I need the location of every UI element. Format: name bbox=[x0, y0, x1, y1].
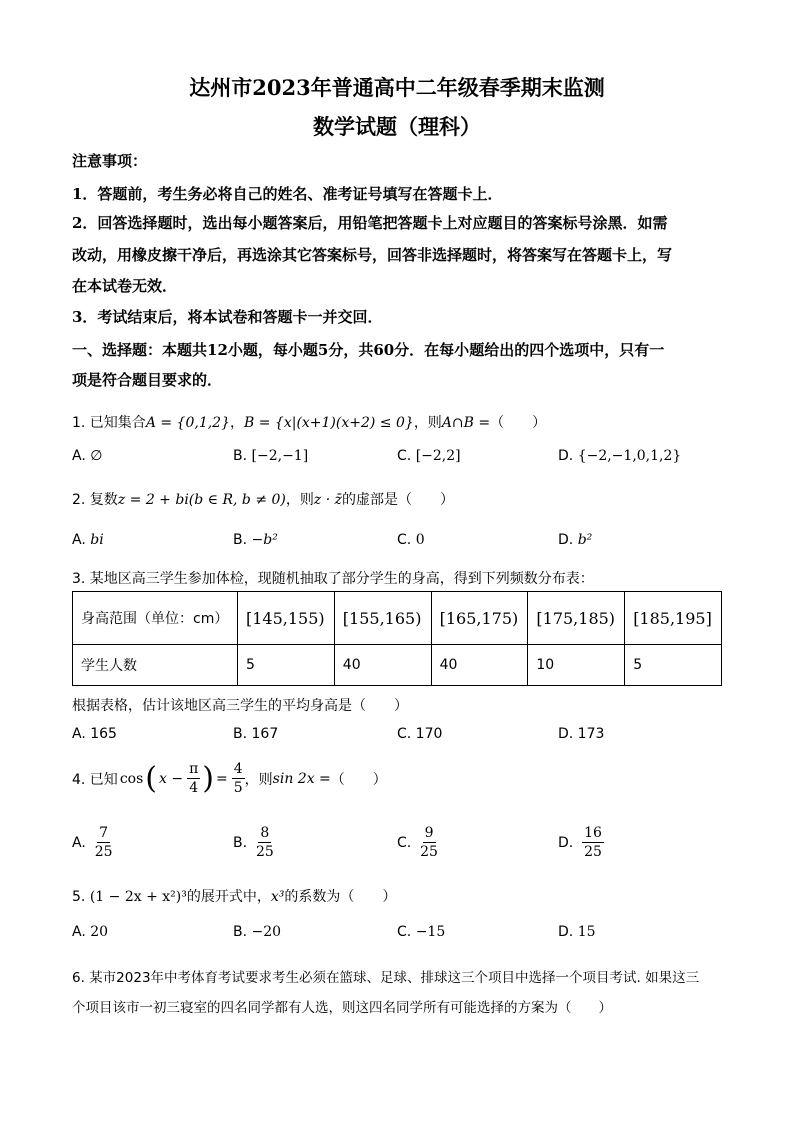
q3-option-c: C. 170 bbox=[397, 726, 443, 742]
q5-expression: (1 − 2x + x²)³ bbox=[89, 889, 187, 905]
q4-option-d: D. $\frac{16}{25}$ bbox=[558, 825, 602, 860]
q4-option-a: A. $\frac{7}{25}$ bbox=[72, 825, 113, 860]
question-3-question: 根据表格，估计该地区高三学生的平均身高是（ ） bbox=[72, 698, 408, 714]
q4-equals: = bbox=[216, 770, 228, 787]
q2-suffix: 的虚部是（ ） bbox=[342, 492, 454, 508]
q5-prefix: 5. bbox=[72, 889, 86, 905]
q1-set-b: B = {x|(x+1)(x+2) ≤ 0} bbox=[244, 415, 414, 431]
q5-option-b: B. −20 bbox=[233, 924, 282, 940]
notice-item-2-line-2: 改动，用橡皮擦干净后，再选涂其它答案标号，回答非选择题时，将答案写在答题卡上，写 bbox=[72, 246, 673, 264]
table-row bbox=[73, 645, 722, 686]
table-count-cell: 10 bbox=[528, 645, 625, 686]
page-title: 达州市2023年普通高中二年级春季期末监测 bbox=[189, 75, 605, 100]
q4-prefix: 4. 已知 bbox=[72, 771, 118, 788]
question-1-stem bbox=[72, 412, 546, 432]
q1-option-a: A. ∅ bbox=[72, 448, 103, 464]
q5-option-a: A. 20 bbox=[72, 924, 109, 940]
question-3-stem: 3. 某地区高三学生参加体检，现随机抽取了部分学生的身高，得到下列频数分布表： bbox=[72, 571, 594, 587]
question-6-line-2: 个项目该市一初三寝室的四名同学都有人选，则这四名同学所有可能选择的方案为（ ） bbox=[72, 1000, 612, 1016]
table-row bbox=[73, 592, 722, 645]
table-count-cell: 5 bbox=[625, 645, 722, 686]
q2-option-d: D. b² bbox=[558, 532, 593, 548]
q1-option-b: B. [−2,−1] bbox=[233, 448, 309, 464]
notice-item-2-line-1: 2．回答选择题时，选出每小题答案后，用铅笔把答题卡上对应题目的答案标号涂黑．如需 bbox=[72, 214, 668, 232]
q3-option-a: A. 165 bbox=[72, 726, 117, 742]
q5-term: x³ bbox=[270, 889, 285, 905]
q2-option-c: C. 0 bbox=[397, 532, 425, 548]
question-2-stem bbox=[72, 489, 454, 509]
frequency-table bbox=[72, 591, 722, 686]
table-count-cell: 40 bbox=[334, 645, 431, 686]
q2-complex: z = 2 + bi(b ∈ R, b ≠ 0) bbox=[117, 492, 286, 508]
q4-pi-over-4: $\frac{\pi}{4}$ bbox=[189, 761, 199, 796]
section-header-line-2: 项是符合题目要求的． bbox=[72, 371, 223, 389]
q5-suffix: 的系数为（ ） bbox=[284, 889, 397, 905]
table-interval-cell: [175,185) bbox=[528, 592, 625, 645]
table-interval-cell: [165,175) bbox=[431, 592, 528, 645]
q5-option-d: D. 15 bbox=[558, 924, 596, 940]
table-header-cell: 身高范围（单位：cm） bbox=[73, 592, 238, 645]
q1-prefix: 1. 已知集合 bbox=[72, 415, 146, 431]
page-subtitle: 数学试题（理科） bbox=[313, 114, 481, 139]
q4-expression: sin 2x = bbox=[272, 770, 331, 787]
q2-option-b: B. −b² bbox=[233, 532, 278, 548]
q1-option-c: C. [−2,2] bbox=[397, 448, 461, 464]
table-header-cell: 学生人数 bbox=[73, 645, 238, 686]
q5-option-c: C. −15 bbox=[397, 924, 446, 940]
notice-item-2-line-3: 在本试卷无效． bbox=[72, 277, 178, 295]
question-4-stem: 4. 已知 cos ( x − $\frac{\pi}{4}$ ) = $\frac{4}{5}$ ，则 sin 2x = （ ） bbox=[72, 760, 387, 796]
q2-mid: ，则 bbox=[285, 492, 314, 508]
q2-option-a: A. bi bbox=[72, 532, 104, 548]
notice-item-1: 1．答题前，考生务必将自己的姓名、准考证号填写在答题卡上． bbox=[72, 185, 503, 203]
q4-mid: ，则 bbox=[244, 771, 273, 788]
q4-x: x − bbox=[159, 770, 184, 787]
q4-paren: （ ） bbox=[330, 771, 387, 788]
table-interval-cell: [155,165) bbox=[334, 592, 431, 645]
table-interval-cell: [185,195] bbox=[625, 592, 722, 645]
q3-option-b: B. 167 bbox=[233, 726, 279, 742]
q3-option-d: D. 173 bbox=[558, 726, 605, 742]
notice-item-3: 3．考试结束后，将本试卷和答题卡一并交回． bbox=[72, 308, 383, 326]
table-interval-cell: [145,155) bbox=[238, 592, 335, 645]
q1-option-d: D. {−2,−1,0,1,2} bbox=[558, 448, 682, 464]
q5-mid: 的展开式中， bbox=[186, 889, 271, 905]
q1-paren: （ ） bbox=[490, 415, 547, 431]
q4-option-b: B. $\frac{8}{25}$ bbox=[233, 825, 274, 860]
q2-expression: z · z̄ bbox=[313, 492, 342, 508]
q4-option-c: C. $\frac{9}{25}$ bbox=[397, 825, 438, 860]
table-count-cell: 40 bbox=[431, 645, 528, 686]
q1-comma: ， bbox=[230, 415, 244, 431]
q4-fraction: $\frac{4}{5}$ bbox=[233, 761, 243, 796]
section-header-line-1: 一、选择题：本题共12小题，每小题5分，共60分．在每小题给出的四个选项中，只有一 bbox=[72, 341, 665, 359]
table-count-cell: 5 bbox=[238, 645, 335, 686]
question-6-line-1: 6. 某市2023年中考体育考试要求考生必须在篮球、足球、排球这三个项目中选择一个项目考试. 如果这三 bbox=[72, 970, 700, 986]
q2-prefix: 2. 复数 bbox=[72, 492, 118, 508]
q1-expression: A∩B = bbox=[441, 415, 491, 431]
notice-heading: 注意事项： bbox=[72, 152, 148, 170]
q1-set-a: A = {0,1,2} bbox=[145, 415, 230, 431]
question-5-stem bbox=[72, 886, 396, 906]
q4-cos: cos bbox=[119, 770, 144, 787]
q1-suffix: ，则 bbox=[413, 415, 442, 431]
